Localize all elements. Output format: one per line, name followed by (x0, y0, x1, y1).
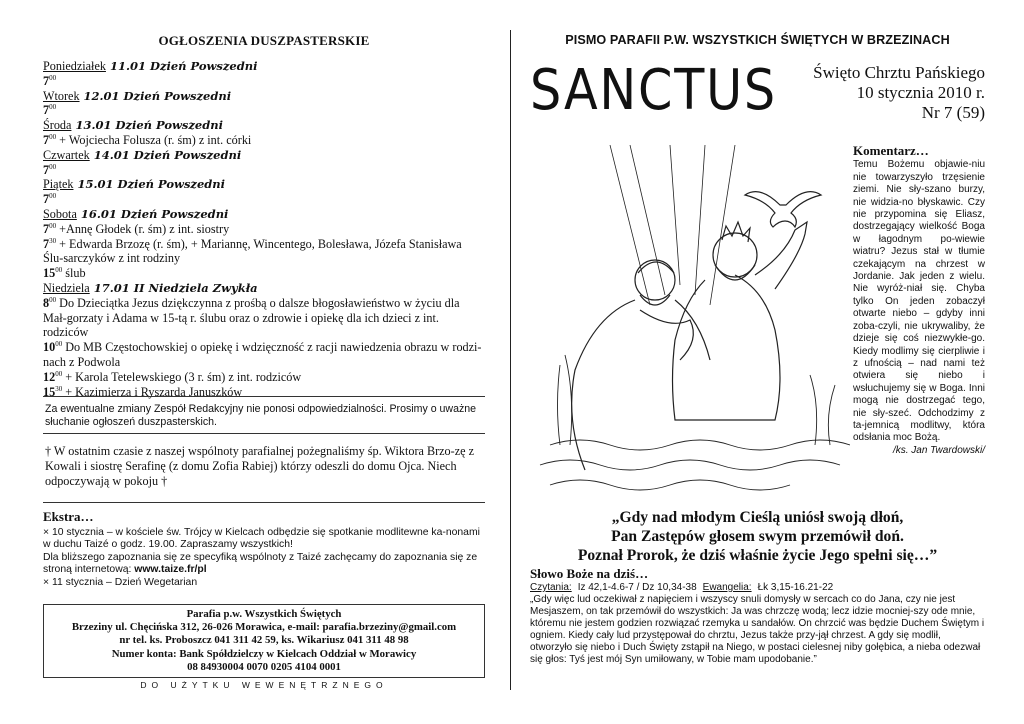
ekstra-item (43, 552, 485, 577)
gospel-text: „Gdy więc lud oczekiwał z napięciem i wszyscy snuli domysły w sercach co do Jana, czy nie jest Mesjaszem, on tak przemówił do wszystkich: Ja was chrzczę wodą; lecz idzie mocniej-szy ode mnie, któremu nie jestem godzien rozwiązać rzemyka u sandałów. On chrzcić was będzie Duchem Świętym i ogniem. Kiedy cały lud przystępował do chrztu, Jezus także przy-jął chrzest. A gdy się modlił, otworzyło się niebo i Duch Święty zstąpił na Niego, w postaci cielesnej niby gołębica, a nieba odezwał się głos: Tyś jest mój Syn umiłowany, w Tobie mam upodobanie.” (530, 594, 985, 665)
mass-minutes: 00 (49, 162, 57, 171)
mass-entry (43, 222, 485, 237)
day-name: Wtorek (43, 88, 80, 103)
mass-minutes: 30 (49, 236, 57, 245)
mass-minutes: 00 (49, 73, 57, 82)
day-heading (43, 177, 485, 192)
day-heading (43, 281, 485, 296)
mass-entry (43, 192, 485, 207)
mass-intention: +Annę Głodek (r. śm) z int. siostry (56, 221, 230, 236)
day-date: 16.01 Dzień Powszedni (80, 206, 229, 221)
commentary-signature: /ks. Jan Twardowski/ (892, 444, 985, 456)
issue-date: 10 stycznia 2010 r. (856, 83, 985, 102)
commentary (853, 145, 985, 457)
parish-name: Parafia p.w. Wszystkich Świętych (186, 608, 342, 620)
mass-minutes: 00 (55, 266, 63, 275)
issue-info (813, 63, 985, 123)
quote-line: Poznał Prorok, że dziś właśnie życie Jego spełni się…” (577, 547, 938, 564)
taize-link[interactable]: www.taize.fr/pl (134, 564, 207, 576)
mass-minutes: 30 (55, 384, 63, 393)
mass-minutes: 00 (55, 340, 63, 349)
mass-intention: + Wojciecha Folusza (r. śm) z int. córki (56, 132, 252, 147)
mass-time: 7 (43, 162, 50, 177)
mass-minutes: 00 (49, 221, 57, 230)
mass-entry (43, 163, 485, 178)
parish-account: 08 84930004 0070 0205 4104 0001 (187, 660, 341, 673)
mass-entry (43, 340, 485, 370)
ekstra-item: × 11 stycznia – Dzień Wegetarian (43, 576, 198, 588)
mass-entry (43, 266, 485, 281)
announcements-header: OGŁOSZENIA DUSZPASTERSKIE (158, 33, 370, 48)
day-heading (43, 207, 485, 222)
day-name: Czwartek (43, 147, 90, 162)
day-date: 14.01 Dzień Powszedni (93, 147, 242, 162)
mass-entry (43, 237, 485, 267)
quote-line: Pan Zastępów głosem swym przemówił doń. (611, 528, 904, 545)
baptism-illustration (530, 145, 850, 507)
mass-time: 7 (43, 73, 50, 88)
left-page (43, 0, 485, 724)
hymn-quote (530, 508, 985, 565)
mass-minutes: 00 (55, 369, 63, 378)
day-heading (43, 59, 485, 74)
obituary: † W ostatnim czasie z naszej wspólnoty parafialnej pożegnaliśmy śp. Wiktora Brzo-zę z Kowali i siostrę Serafinę (z domu Zofia Rabiej) którzy odeszli do domu Ojca. Niech odpoczywają w pokoju † (45, 444, 474, 488)
day-date: 13.01 Dzień Powszedni (75, 118, 224, 133)
page-divider (510, 30, 511, 690)
day-heading (43, 148, 485, 163)
day-name: Piątek (43, 177, 74, 192)
parish-address: Brzeziny ul. Chęcińska 312, 26-026 Morawica, e-mail: parafia.brzeziny@gmail.com (71, 621, 457, 634)
mass-time: 12 (43, 369, 56, 384)
day-date: 15.01 Dzień Powszedni (77, 177, 226, 192)
day-name: Środa (43, 118, 72, 133)
newsletter-header: PISMO PARAFII P.W. WSZYSTKICH ŚWIĘTYCH W BRZEZINACH (565, 33, 950, 47)
day-heading (43, 118, 485, 133)
mass-time: 7 (43, 192, 50, 207)
mass-time: 15 (43, 266, 56, 281)
readings-line (530, 582, 985, 594)
gospel-ref: Łk 3,15-16.21-22 (757, 582, 834, 593)
mass-minutes: 00 (49, 103, 57, 112)
mass-schedule (43, 59, 485, 399)
issue-feast: Święto Chrztu Pańskiego (813, 63, 985, 82)
editorial-notice: Za ewentualne zmiany Zespół Redakcyjny nie ponosi odpowiedzialności. Prosimy o uważne słuchanie ogłoszeń duszpasterskich. (43, 396, 485, 434)
mass-entry (43, 133, 485, 148)
mass-time: 8 (43, 295, 50, 310)
mass-intention: + Karola Tetelewskiego (3 r. śm) z int. rodziców (62, 369, 302, 384)
parish-bank: Numer konta: Bank Spółdzielczy w Kielcach Oddział w Morawicy (111, 647, 417, 660)
mass-entry (43, 74, 485, 89)
mass-time: 7 (43, 236, 50, 251)
mass-minutes: 00 (49, 295, 57, 304)
mass-minutes: 00 (49, 132, 57, 141)
ekstra-text: Dla bliższego zapoznania się ze specyfiką wspólnoty z Taizé zachęcamy do zapoznania się ze stroną internetową: (43, 551, 478, 576)
commentary-title: Komentarz… (853, 143, 929, 158)
internal-use-note: DO UŻYTKU WEWENĘTRZNEGO (140, 680, 388, 690)
day-name: Sobota (43, 206, 77, 221)
mass-intention: Do Dzieciątka Jezus dziękczynna z prośbą o dalsze błogosławieństwo w życiu dla Mał-gorzaty i Adama w 15-tą r. ślubu oraz o zdrowie i opiekę dla ich dzieci z int. rodziców (43, 295, 460, 340)
readings-label: Czytania: (530, 582, 572, 593)
day-date: 17.01 II Niedziela Zwykła (93, 280, 258, 295)
ekstra-title: Ekstra… (43, 509, 94, 524)
mass-time: 7 (43, 132, 50, 147)
readings-refs: Iz 42,1-4.6-7 / Dz 10,34-38 (577, 582, 697, 593)
mass-entry (43, 370, 485, 385)
right-page (530, 0, 985, 724)
mass-intention: ślub (62, 266, 86, 281)
ekstra-section (43, 511, 485, 590)
mass-time: 15 (43, 384, 56, 399)
mass-time: 10 (43, 340, 56, 355)
gospel-label: Ewangelia: (702, 582, 752, 593)
quote-line: „Gdy nad młodym Cieślą uniósł swoją dłoń, (611, 509, 904, 526)
issue-number: Nr 7 (59) (921, 103, 985, 122)
sanctus-logo: SANCTUS (530, 58, 777, 123)
mass-time: 7 (43, 103, 50, 118)
day-heading (43, 89, 485, 104)
day-name: Niedziela (43, 280, 90, 295)
day-date: 12.01 Dzień Powszedni (83, 88, 232, 103)
mass-intention: + Kazimierza i Ryszarda Januszków (62, 384, 243, 399)
day-date: 11.01 Dzień Powszedni (109, 59, 258, 73)
commentary-body: Temu Bożemu objawie-niu nie towarzyszyło trzęsienie ziemi. Nie sły-szano burzy, nie widzia-no błyskawic. Czy nie przypomina się Eliasz, dostrzegający wielkość Boga w łagodnym po-wiewie wiatru? Jezus stał w tłumie czekającym na chrzest w Jordanie. Jak jeden z wielu. Nie wyróż-niał się. Chyba tylko On jeden zobaczył otwarte niebo – gdyby inni zoba-czyli, nie ukrywaliby, że dzieje się coś niezwykłe-go. Kiedy modlimy się cierpliwie i z ufnością – nad nami też otwiera się niebo i wsłuchujemy się w Boga. Inni mogą nie dostrzegać tego, nie sły-szeć. Odchodzimy z ta-jemnicą modlitwy, która odsłania moc Bożą. (853, 159, 985, 444)
mass-entry (43, 103, 485, 118)
day-name: Poniedziałek (43, 59, 106, 73)
mass-minutes: 00 (49, 192, 57, 201)
parish-info-box (43, 604, 485, 678)
mass-entry (43, 296, 485, 340)
mass-intention: Do MB Częstochowskiej o opiekę i wdzięczność z racji nawiedzenia obrazu w rodzi-nach z Podwola (43, 340, 482, 369)
mass-intention: + Edwarda Brzozę (r. śm), + Mariannę, Wincentego, Bolesława, Józefa Stanisława Ślu-sarczyków z int rodziny (43, 236, 462, 266)
divider-line (43, 502, 485, 503)
parish-phones: nr tel. ks. Proboszcz 041 311 42 59, ks. Wikariusz 041 311 48 98 (119, 634, 409, 647)
word-title: Słowo Boże na dziś… (530, 566, 649, 581)
ekstra-item: × 10 stycznia – w kościele św. Trójcy w Kielcach odbędzie się spotkanie modlitewne ka-nonami w duchu Taizé o godz. 19.00. Zapraszamy wszystkich! (43, 526, 480, 551)
word-of-god (530, 568, 985, 666)
mass-time: 7 (43, 221, 50, 236)
